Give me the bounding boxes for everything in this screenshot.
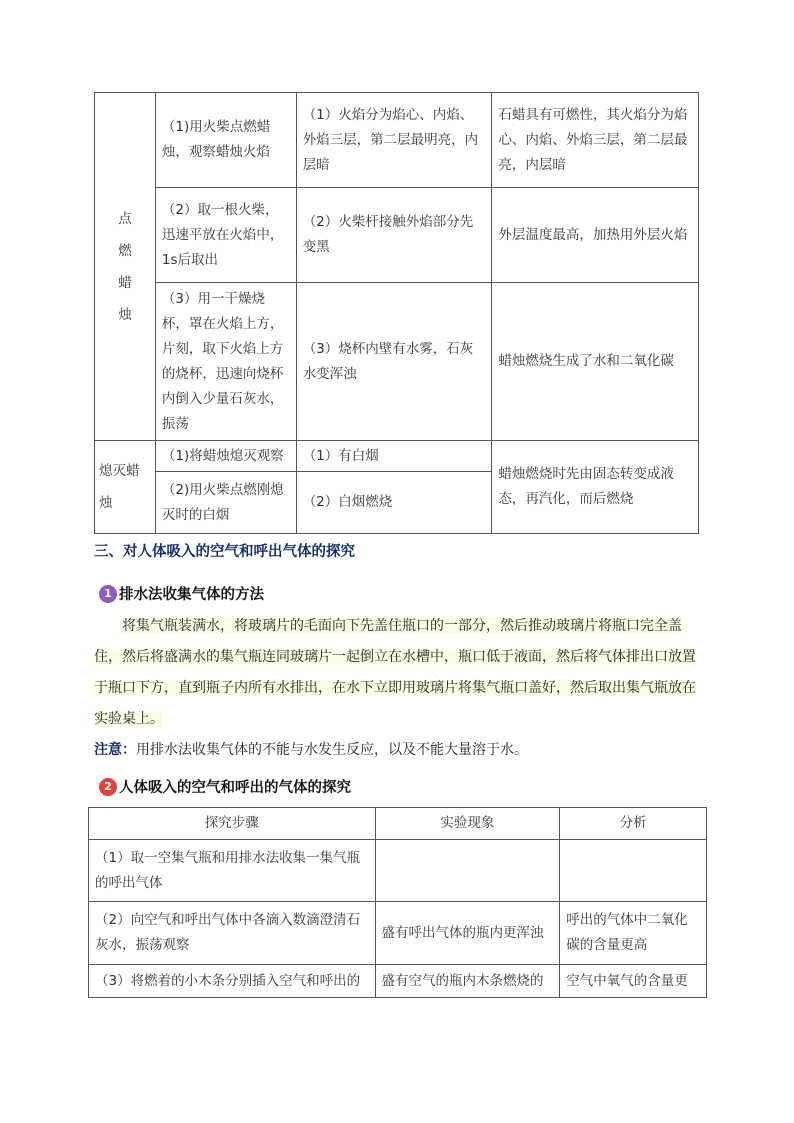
subsection-title: 人体吸入的空气和呼出的气体的探究 xyxy=(119,780,351,796)
step-cell: （3）将燃着的小木条分别插入空气和呼出的 xyxy=(89,965,376,998)
phenomenon-cell: （2）白烟燃烧 xyxy=(296,472,492,534)
candle-experiment-table xyxy=(94,92,699,534)
step-cell: （2）向空气和呼出气体中各滴入数滴澄清石灰水，振荡观察 xyxy=(89,902,376,965)
conclusion-cell: 蜡烛燃烧生成了水和二氧化碳 xyxy=(492,283,699,441)
subsection-title: 排水法收集气体的方法 xyxy=(119,587,264,603)
analysis-cell xyxy=(560,840,707,902)
category-cell-light-candle xyxy=(95,93,156,441)
column-header: 探究步骤 xyxy=(89,808,376,840)
conclusion-cell: 外层温度最高，加热用外层火焰 xyxy=(492,188,699,283)
number-badge-icon: 1 xyxy=(99,585,117,603)
phenomenon-cell: （1）有白烟 xyxy=(296,441,492,472)
number-badge-icon: 2 xyxy=(99,778,117,796)
conclusion-cell: 蜡烛燃烧时先由固态转变成液态，再汽化，而后燃烧 xyxy=(492,441,699,534)
column-header: 实验现象 xyxy=(375,808,560,840)
method-text: 将集气瓶装满水，将玻璃片的毛面向下先盖住瓶口的一部分，然后推动玻璃片将瓶口完全盖住，然后将盛满水的集气瓶连同玻璃片一起倒立在水槽中，瓶口低于液面，然后将气体排出口放置于瓶口下方，直到瓶子内所有水排出，在水下立即用玻璃片将集气瓶口盖好，然后取出集气瓶放在实验桌上。 xyxy=(94,618,696,727)
phenomenon-cell: 盛有呼出气体的瓶内更浑浊 xyxy=(375,902,560,965)
category-cell-extinguish-candle xyxy=(95,441,156,534)
step-cell: （2)用火柴点燃刚熄灭时的白烟 xyxy=(155,472,296,534)
phenomenon-cell: （2）火柴杆接触外焰部分先变黑 xyxy=(296,188,492,283)
category-label: 熄灭蜡烛 xyxy=(99,463,140,511)
phenomenon-cell: （3）烧杯内壁有水雾，石灰水变浑浊 xyxy=(296,283,492,441)
subsection-heading-2 xyxy=(99,776,351,797)
step-cell: （2）取一根火柴，迅速平放在火焰中，1s后取出 xyxy=(155,188,296,283)
step-cell: （1)将蜡烛熄灭观察 xyxy=(155,441,296,472)
phenomenon-cell xyxy=(375,840,560,902)
step-cell: （3）用一干燥烧杯，罩在火焰上方，片刻，取下火焰上方的烧杯，迅速向烧杯内倒入少量石灰水，振荡 xyxy=(155,283,296,441)
category-label: 点燃蜡烛 xyxy=(118,210,132,323)
subsection-heading-1 xyxy=(99,583,264,604)
breath-experiment-table xyxy=(88,807,707,998)
note-text: 用排水法收集气体的不能与水发生反应，以及不能大量溶于水。 xyxy=(136,742,528,758)
step-cell: （1）取一空集气瓶和用排水法收集一集气瓶的呼出气体 xyxy=(89,840,376,902)
section-title: 三、对人体吸入的空气和呼出气体的探究 xyxy=(94,544,355,560)
note-label: 注意： xyxy=(94,742,136,758)
analysis-cell: 呼出的气体中二氧化碳的含量更高 xyxy=(560,902,707,965)
analysis-cell: 空气中氧气的含量更 xyxy=(560,965,707,998)
phenomenon-cell: 盛有空气的瓶内木条燃烧的 xyxy=(375,965,560,998)
note xyxy=(94,739,528,761)
conclusion-cell: 石蜡具有可燃性，其火焰分为焰心、内焰、外焰三层，第二层最亮，内层暗 xyxy=(492,93,699,188)
method-paragraph xyxy=(94,611,706,735)
phenomenon-cell: （1）火焰分为焰心、内焰、外焰三层，第二层最明亮，内层暗 xyxy=(296,93,492,188)
step-cell: （1)用火柴点燃蜡烛，观察蜡烛火焰 xyxy=(155,93,296,188)
column-header: 分析 xyxy=(560,808,707,840)
